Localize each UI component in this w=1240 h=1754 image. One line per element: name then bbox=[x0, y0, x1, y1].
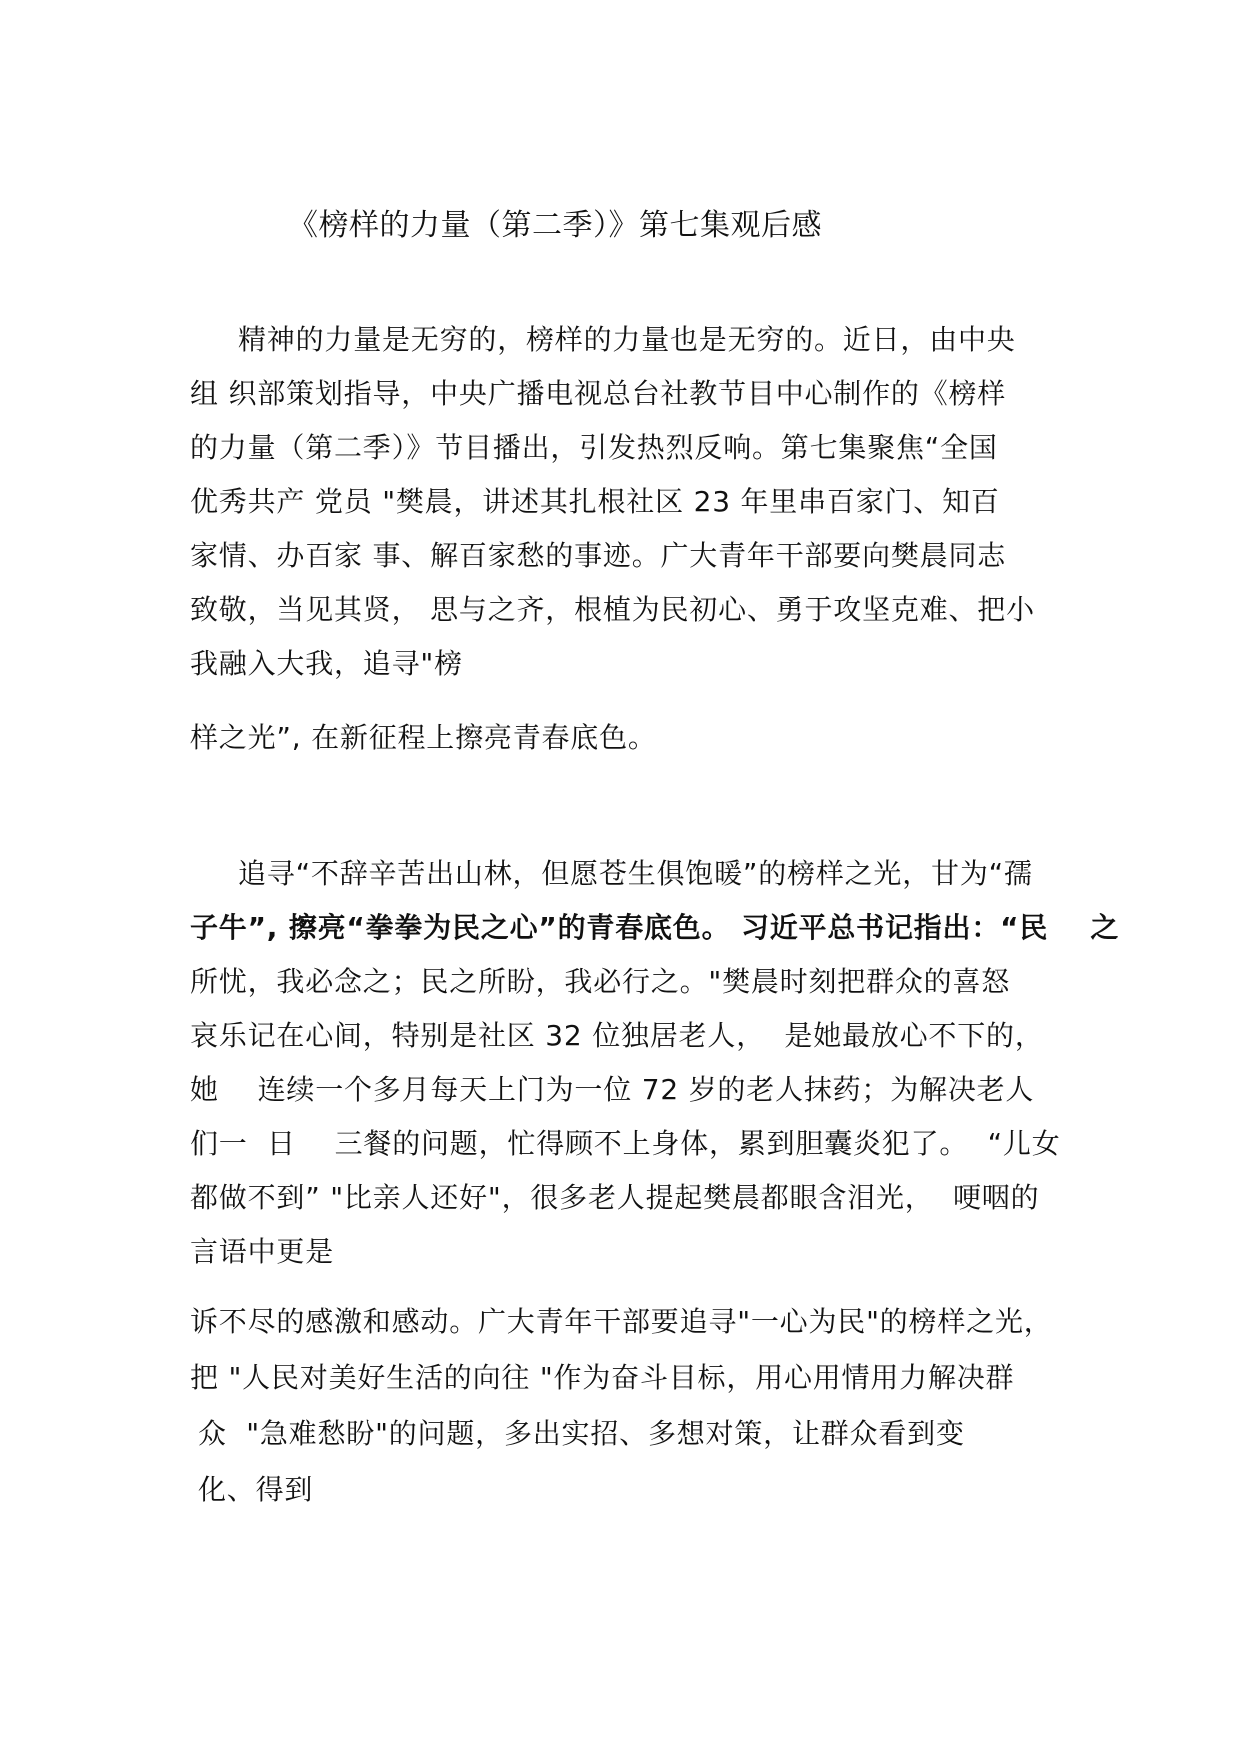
paragraph-line: 众 "急难愁盼"的问题，多出实招、多想对策，让群众看到变 bbox=[198, 1417, 965, 1450]
paragraph-line: 都做不到” "比亲人还好"，很多老人提起樊晨都眼含泪光， 哽咽的 bbox=[190, 1181, 1040, 1214]
paragraph-line: 致敬，当见其贤， 思与之齐，根植为民初心、勇于攻坚克难、把小 bbox=[190, 593, 1035, 626]
paragraph-line: 们一 日 三餐的问题，忙得顾不上身体，累到胆囊炎犯了。 “儿女 bbox=[190, 1127, 1061, 1160]
paragraph-line: 组 织部策划指导，中央广播电视总台社教节目中心制作的《榜样 bbox=[190, 377, 1007, 410]
paragraph-line: 的力量（第二季）》节目播出，引发热烈反响。第七集聚焦“全国 bbox=[190, 431, 998, 464]
paragraph-line: 精神的力量是无穷的，榜样的力量也是无穷的。近日，由中央 bbox=[238, 323, 1016, 356]
paragraph-line: 我融入大我，追寻"榜 bbox=[190, 647, 463, 680]
paragraph-line: 优秀共产 党员 "樊晨，讲述其扎根社区 23 年里串百家门、知百 bbox=[190, 485, 1000, 518]
document-title: 《榜样的力量（第二季）》第七集观后感 bbox=[288, 208, 822, 243]
paragraph-line: 子牛”, 擦亮“拳拳为民之心”的青春底色。 习近平总书记指出：“民 之 bbox=[190, 911, 1120, 944]
paragraph-line: 她 连续一个多月每天上门为一位 72 岁的老人抹药；为解决老人 bbox=[190, 1073, 1035, 1106]
paragraph-line: 化、得到 bbox=[198, 1473, 314, 1506]
paragraph-line: 哀乐记在心间，特别是社区 32 位独居老人， 是她最放心不下的， bbox=[190, 1019, 1044, 1052]
paragraph-line: 诉不尽的感激和感动。广大青年干部要追寻"一心为民"的榜样之光， bbox=[190, 1305, 1053, 1338]
paragraph-line: 样之光”, 在新征程上擦亮青春底色。 bbox=[190, 721, 657, 754]
paragraph-line: 家情、办百家 事、解百家愁的事迹。广大青年干部要向樊晨同志 bbox=[190, 539, 1007, 572]
paragraph-line: 追寻“不辞辛苦出山林，但愿苍生俱饱暖”的榜样之光，甘为“孺 bbox=[238, 857, 1033, 890]
paragraph-line: 所忧，我必念之；民之所盼，我必行之。"樊晨时刻把群众的喜怒 bbox=[190, 965, 1011, 998]
paragraph-line: 把 "人民对美好生活的向往 "作为奋斗目标，用心用情用力解决群 bbox=[190, 1361, 1015, 1394]
paragraph-line: 言语中更是 bbox=[190, 1235, 335, 1268]
